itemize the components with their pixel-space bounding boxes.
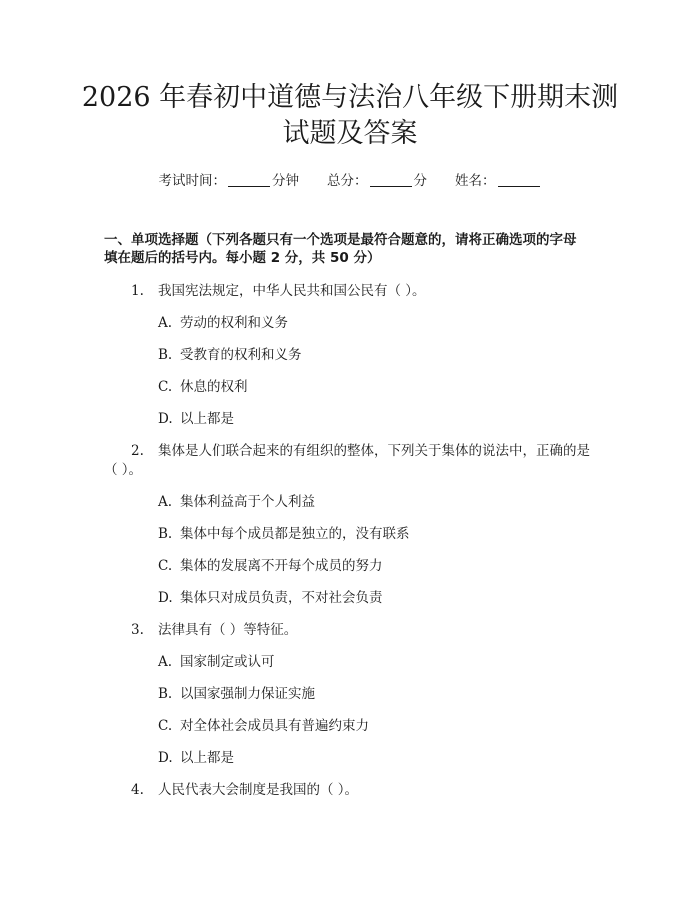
section-heading-line1: 一、单项选择题（下列各题只有一个选项是最符合题意的，请将正确选项的字母	[104, 232, 577, 248]
option-1c	[158, 381, 248, 395]
option-letter: C.	[158, 558, 173, 574]
option-3c	[158, 720, 369, 734]
option-letter: D.	[158, 590, 173, 606]
page-title-line2: 试题及答案	[282, 118, 418, 149]
option-letter: D.	[158, 750, 173, 766]
option-text: 以国家强制力保证实施	[180, 686, 315, 702]
page-title-line1: 2026 年春初中道德与法治八年级下册期末测	[81, 82, 619, 113]
option-letter: C.	[158, 379, 173, 395]
option-2a	[158, 496, 315, 510]
option-1b	[158, 349, 302, 363]
question-number: 4.	[131, 782, 144, 798]
time-label: 考试时间：	[158, 173, 226, 189]
option-text: 休息的权利	[180, 379, 248, 395]
score-unit: 分	[413, 173, 427, 189]
question-number: 3.	[131, 622, 144, 638]
option-1a	[158, 317, 288, 331]
option-text: 国家制定或认可	[180, 654, 275, 670]
option-text: 以上都是	[180, 750, 234, 766]
option-text: 对全体社会成员具有普遍约束力	[180, 718, 369, 734]
option-text: 劳动的权利和义务	[180, 315, 288, 331]
question-number: 1.	[131, 283, 144, 299]
name-blank	[498, 174, 540, 187]
question-number: 2.	[131, 443, 144, 459]
option-letter: A.	[158, 494, 173, 510]
name-label: 姓名：	[455, 173, 496, 189]
option-text: 集体利益高于个人利益	[180, 494, 315, 510]
option-text: 集体中每个成员都是独立的，没有联系	[180, 526, 410, 542]
question-text: 人民代表大会制度是我国的（ ）。	[158, 782, 359, 798]
question-text: 集体是人们联合起来的有组织的整体，下列关于集体的说法中，正确的是	[158, 443, 590, 459]
question-text: 我国宪法规定，中华人民共和国公民有（ ）。	[158, 283, 426, 299]
score-blank	[370, 174, 412, 187]
option-2d	[158, 592, 383, 606]
option-letter: A.	[158, 654, 173, 670]
exam-meta-line	[0, 169, 700, 189]
score-label: 总分：	[327, 173, 368, 189]
option-text: 集体只对成员负责，不对社会负责	[180, 590, 383, 606]
option-letter: B.	[158, 686, 173, 702]
option-2b	[158, 528, 410, 542]
option-letter: A.	[158, 315, 173, 331]
time-blank	[228, 174, 270, 187]
question-text: 法律具有（ ）等特征。	[158, 622, 298, 638]
time-unit: 分钟	[272, 173, 299, 189]
option-text: 受教育的权利和义务	[180, 347, 302, 363]
option-1d	[158, 413, 234, 427]
option-3b	[158, 688, 315, 702]
option-letter: C.	[158, 718, 173, 734]
section-heading-line2: 填在题后的括号内。每小题 2 分，共 50 分）	[104, 250, 381, 266]
option-3d	[158, 752, 234, 766]
option-letter: D.	[158, 411, 173, 427]
option-letter: B.	[158, 347, 173, 363]
option-text: 集体的发展离不开每个成员的努力	[180, 558, 383, 574]
option-letter: B.	[158, 526, 173, 542]
option-2c	[158, 560, 383, 574]
option-text: 以上都是	[180, 411, 234, 427]
question-text-continued: （ ）。	[104, 462, 143, 478]
option-3a	[158, 656, 275, 670]
